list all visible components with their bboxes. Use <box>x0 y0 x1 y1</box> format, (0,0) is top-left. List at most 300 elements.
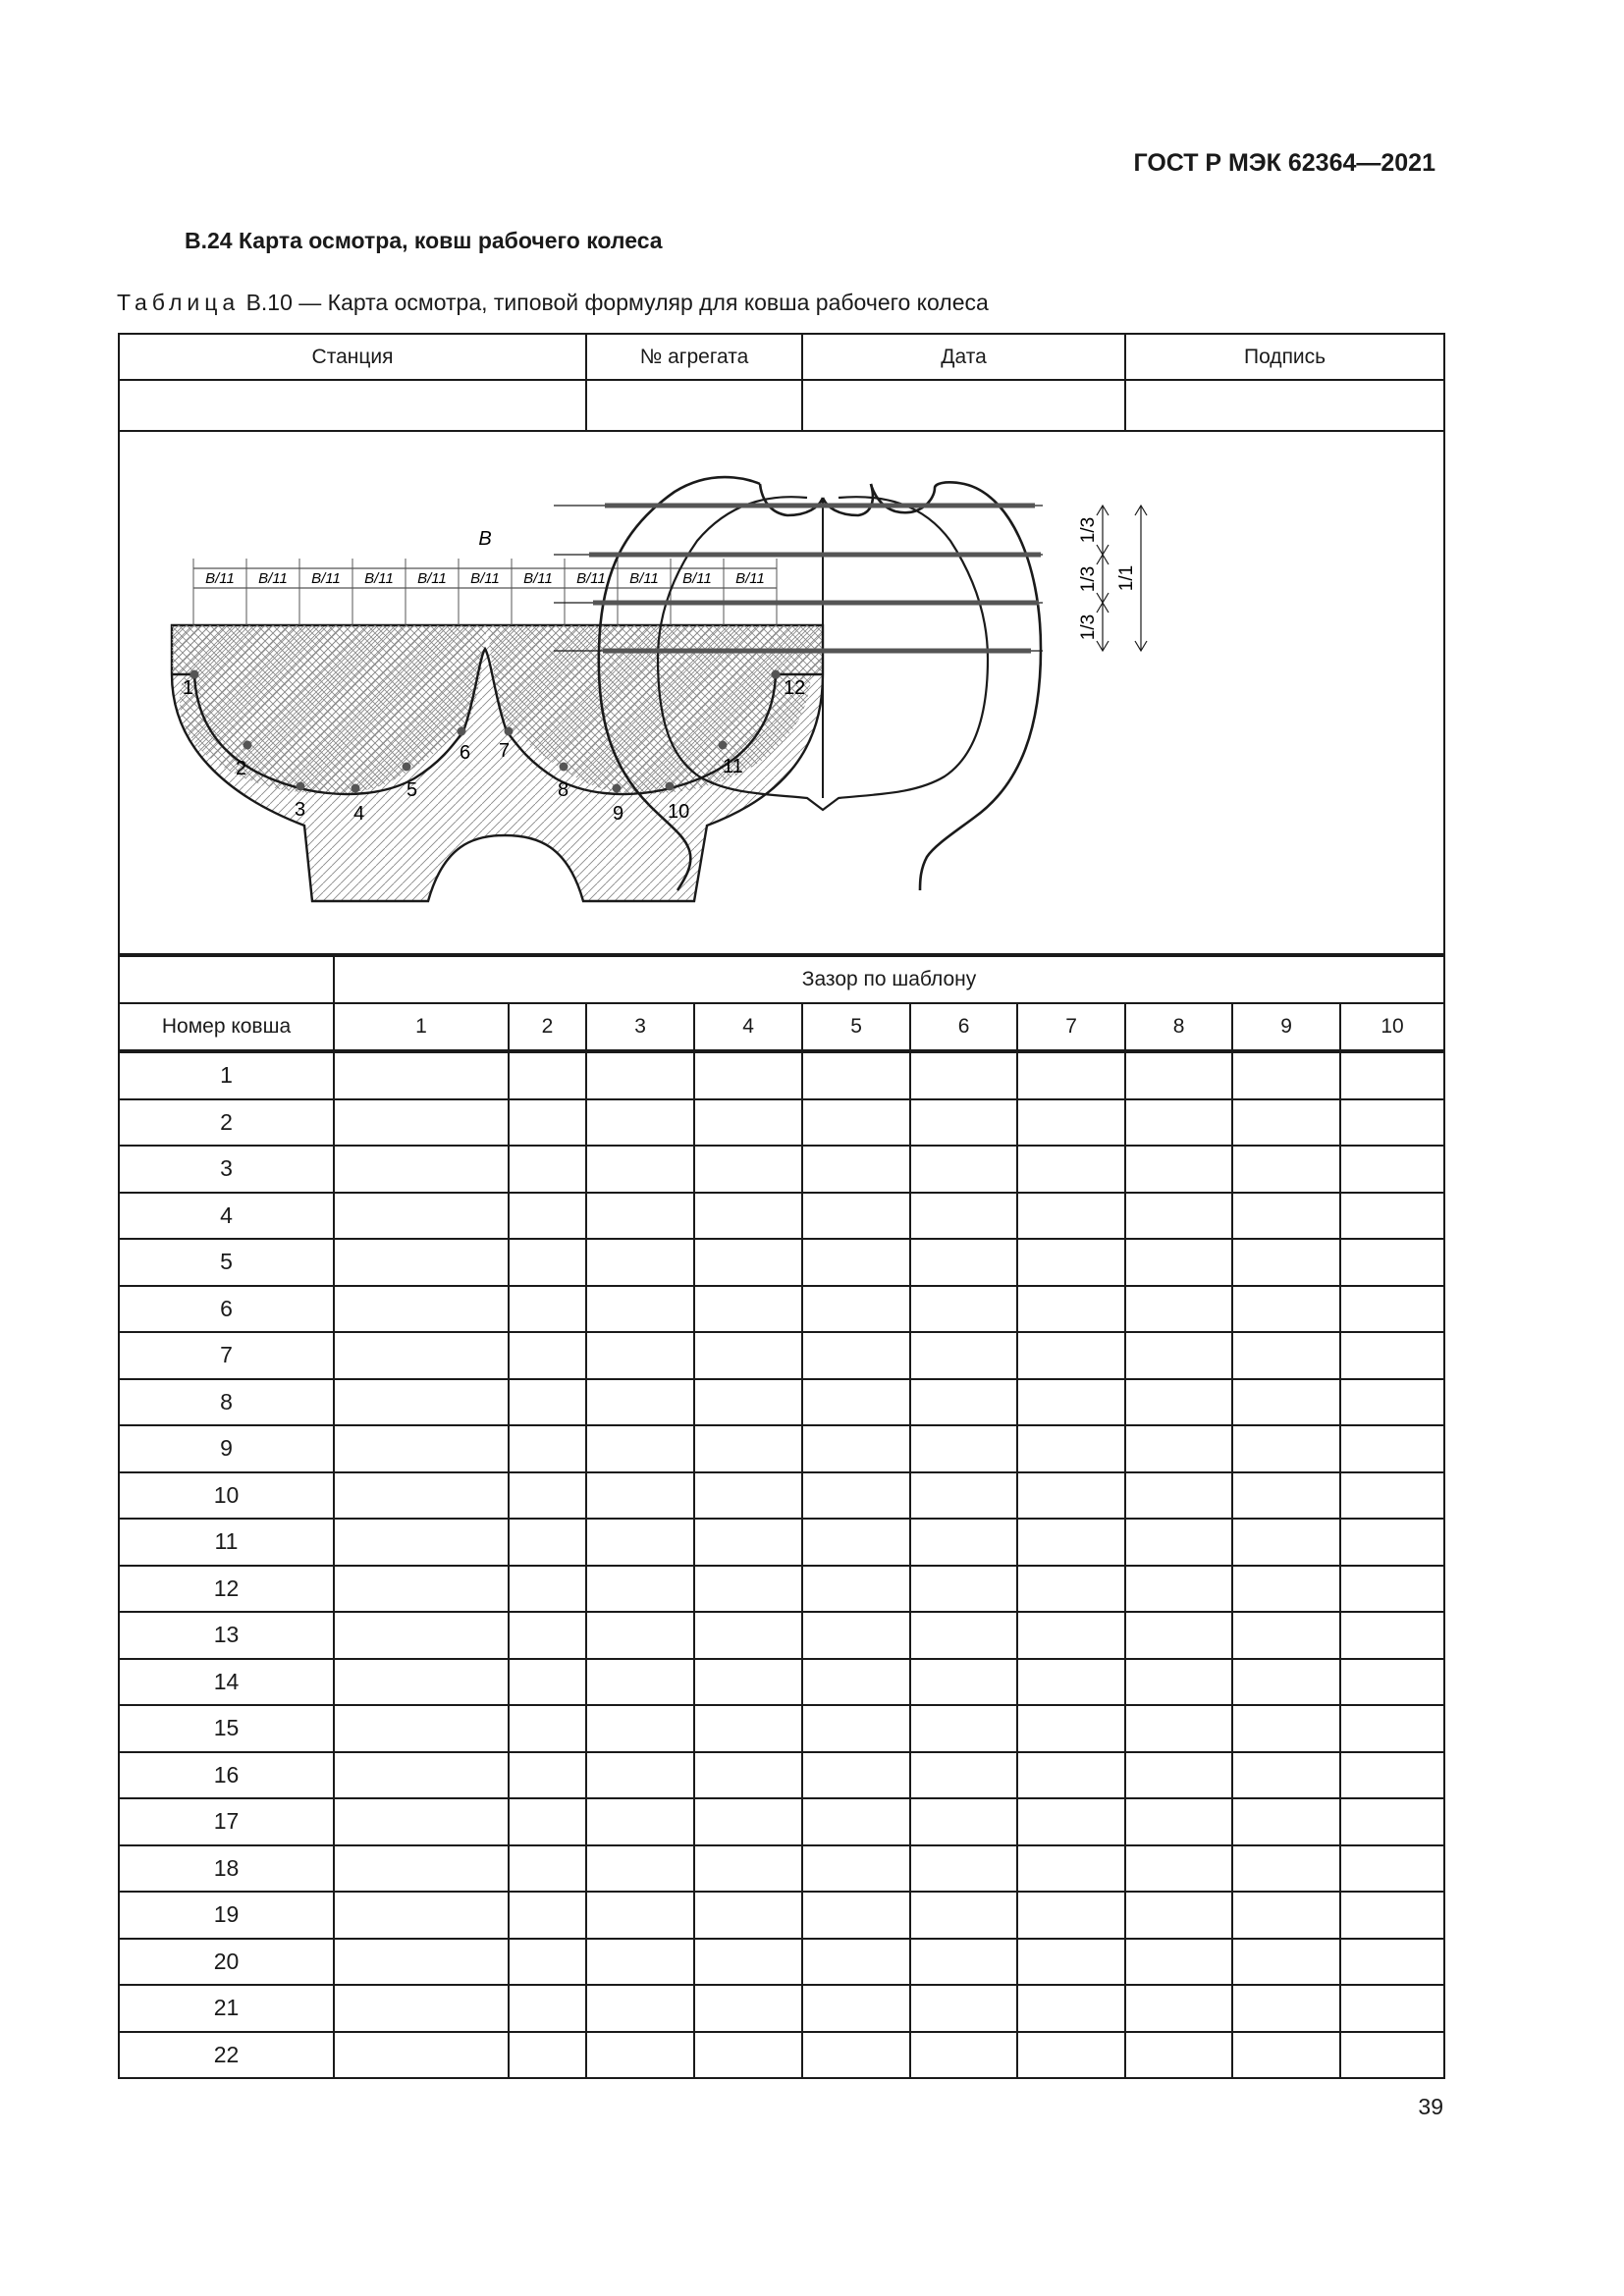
third-label-2: 1/3 <box>1078 565 1099 593</box>
gap-value-cell[interactable] <box>334 1239 509 1286</box>
gap-value-cell[interactable] <box>1017 1752 1125 1799</box>
segment-label: B/11 <box>470 570 500 587</box>
gap-value-cell[interactable] <box>1125 1659 1232 1706</box>
gap-value-cell[interactable] <box>334 1612 509 1659</box>
gap-value-cell[interactable] <box>1125 1612 1232 1659</box>
gap-value-cell[interactable] <box>1017 1519 1125 1566</box>
gap-value-cell[interactable] <box>1232 2032 1340 2079</box>
gap-value-cell[interactable] <box>694 1566 802 1613</box>
gap-value-cell[interactable] <box>1232 1239 1340 1286</box>
figure-cell <box>119 431 1444 955</box>
gap-corner-cell <box>119 955 334 1003</box>
gap-value-cell[interactable] <box>802 1332 910 1379</box>
gap-value-cell[interactable] <box>586 1612 694 1659</box>
gap-value-cell[interactable] <box>586 1845 694 1893</box>
gap-value-cell[interactable] <box>334 1659 509 1706</box>
gap-value-cell[interactable] <box>1017 1425 1125 1472</box>
gap-value-cell[interactable] <box>334 1519 509 1566</box>
gap-value-cell[interactable] <box>509 2032 586 2079</box>
gap-value-cell[interactable] <box>1125 1051 1232 1099</box>
gap-value-cell[interactable] <box>509 1472 586 1520</box>
gap-value-cell[interactable] <box>1017 1659 1125 1706</box>
gap-value-cell[interactable] <box>694 1146 802 1193</box>
gap-value-cell[interactable] <box>910 1239 1017 1286</box>
gap-column-header-2: 2 <box>509 1003 586 1051</box>
gap-value-cell[interactable] <box>1017 2032 1125 2079</box>
gap-value-cell[interactable] <box>586 1798 694 1845</box>
gap-value-cell[interactable] <box>802 1939 910 1986</box>
gap-value-cell[interactable] <box>802 1425 910 1472</box>
gap-value-cell[interactable] <box>1017 1798 1125 1845</box>
gap-value-cell[interactable] <box>910 1892 1017 1939</box>
gap-value-cell[interactable] <box>1125 1566 1232 1613</box>
gap-value-cell[interactable] <box>1340 1705 1444 1752</box>
signature-header: Подпись <box>1125 334 1444 380</box>
gap-value-cell[interactable] <box>802 1752 910 1799</box>
segment-label: B/11 <box>258 570 288 587</box>
gap-value-cell[interactable] <box>694 1612 802 1659</box>
bucket-row <box>119 1332 1444 1379</box>
gap-value-cell[interactable] <box>1232 1705 1340 1752</box>
gap-value-cell[interactable] <box>802 1051 910 1099</box>
gap-value-cell[interactable] <box>334 1332 509 1379</box>
gap-value-cell[interactable] <box>334 1146 509 1193</box>
gap-value-cell[interactable] <box>1340 1752 1444 1799</box>
gap-value-cell[interactable] <box>1340 1099 1444 1147</box>
gap-value-cell[interactable] <box>334 1705 509 1752</box>
measurement-point <box>560 763 568 772</box>
gap-value-cell[interactable] <box>509 1051 586 1099</box>
gap-value-cell[interactable] <box>509 1379 586 1426</box>
width-label: B <box>478 528 492 550</box>
gap-column-header-8: 8 <box>1125 1003 1232 1051</box>
gap-column-header-1: 1 <box>334 1003 509 1051</box>
gap-value-cell[interactable] <box>1340 1892 1444 1939</box>
gap-value-cell[interactable] <box>334 1798 509 1845</box>
station-header: Станция <box>119 334 586 380</box>
gap-value-cell[interactable] <box>1125 1239 1232 1286</box>
gap-value-cell[interactable] <box>694 1892 802 1939</box>
gap-value-cell[interactable] <box>1340 1379 1444 1426</box>
gap-value-cell[interactable] <box>1232 1099 1340 1147</box>
gap-value-cell[interactable] <box>1340 2032 1444 2079</box>
measurement-point <box>297 782 305 791</box>
gap-value-cell[interactable] <box>694 1099 802 1147</box>
gap-value-cell[interactable] <box>1340 1146 1444 1193</box>
gap-value-cell[interactable] <box>910 1798 1017 1845</box>
gap-value-cell[interactable] <box>802 2032 910 2079</box>
bucket-row <box>119 1051 1444 1099</box>
gap-value-cell[interactable] <box>1232 1939 1340 1986</box>
gap-value-cell[interactable] <box>1125 1332 1232 1379</box>
bucket-number-cell: 6 <box>119 1286 334 1333</box>
gap-value-cell[interactable] <box>586 1099 694 1147</box>
gap-value-cell[interactable] <box>802 1659 910 1706</box>
gap-column-header-10: 10 <box>1340 1003 1444 1051</box>
segment-label: B/11 <box>576 570 606 587</box>
bucket-left-cup <box>760 484 873 515</box>
gap-value-cell[interactable] <box>910 1752 1017 1799</box>
gap-value-cell[interactable] <box>334 1193 509 1240</box>
gap-value-cell[interactable] <box>586 1379 694 1426</box>
gap-value-cell[interactable] <box>694 1193 802 1240</box>
gap-value-cell[interactable] <box>586 1566 694 1613</box>
section-title: B.24 Карта осмотра, ковш рабочего колеса <box>185 228 663 253</box>
gap-value-cell[interactable] <box>1340 1939 1444 1986</box>
gap-value-cell[interactable] <box>334 1752 509 1799</box>
gap-value-cell[interactable] <box>910 1985 1017 2032</box>
segment-label: B/11 <box>364 570 394 587</box>
gap-value-cell[interactable] <box>802 1099 910 1147</box>
measurement-point-label: 4 <box>353 803 365 825</box>
bucket-number-cell: 13 <box>119 1612 334 1659</box>
gap-column-header-4: 4 <box>694 1003 802 1051</box>
gap-value-cell[interactable] <box>910 1379 1017 1426</box>
measurement-point-label: 12 <box>784 677 806 699</box>
gap-value-cell[interactable] <box>1232 1752 1340 1799</box>
gap-value-cell[interactable] <box>1340 1845 1444 1893</box>
bucket-number-cell: 22 <box>119 2032 334 2079</box>
gap-value-cell[interactable] <box>1125 1146 1232 1193</box>
gap-value-cell[interactable] <box>1340 1332 1444 1379</box>
gap-value-cell[interactable] <box>1125 1425 1232 1472</box>
gap-value-cell[interactable] <box>1017 1286 1125 1333</box>
gap-value-cell[interactable] <box>802 1286 910 1333</box>
gap-value-cell[interactable] <box>910 1472 1017 1520</box>
gap-value-cell[interactable] <box>1340 1472 1444 1520</box>
gap-value-cell[interactable] <box>509 1659 586 1706</box>
gap-value-cell[interactable] <box>1017 1892 1125 1939</box>
gap-value-cell[interactable] <box>586 1752 694 1799</box>
gap-value-cell[interactable] <box>1232 1892 1340 1939</box>
gap-value-cell[interactable] <box>910 1612 1017 1659</box>
gap-value-cell[interactable] <box>1125 1845 1232 1893</box>
gap-value-cell[interactable] <box>1125 1985 1232 2032</box>
gap-value-cell[interactable] <box>586 1425 694 1472</box>
gap-value-cell[interactable] <box>1232 1286 1340 1333</box>
gap-value-cell[interactable] <box>1232 1985 1340 2032</box>
bucket-number-cell: 20 <box>119 1939 334 1986</box>
gap-value-cell[interactable] <box>509 1939 586 1986</box>
bucket-row <box>119 1193 1444 1240</box>
gap-value-cell[interactable] <box>586 1892 694 1939</box>
gap-value-cell[interactable] <box>1017 1332 1125 1379</box>
gap-value-cell[interactable] <box>910 1146 1017 1193</box>
gap-value-cell[interactable] <box>1340 1519 1444 1566</box>
bucket-row <box>119 1472 1444 1520</box>
measurement-point <box>505 727 514 736</box>
gap-value-cell[interactable] <box>1340 1425 1444 1472</box>
gap-value-cell[interactable] <box>694 1286 802 1333</box>
gap-value-cell[interactable] <box>334 2032 509 2079</box>
gap-value-cell[interactable] <box>1232 1845 1340 1893</box>
gap-value-cell[interactable] <box>1125 1286 1232 1333</box>
gap-value-cell[interactable] <box>1125 1519 1232 1566</box>
segment-label: B/11 <box>629 570 659 587</box>
gap-value-cell[interactable] <box>509 1798 586 1845</box>
measurement-point <box>403 763 411 772</box>
bucket-row <box>119 1099 1444 1147</box>
gap-value-cell[interactable] <box>1017 1845 1125 1893</box>
gap-value-cell[interactable] <box>1232 1193 1340 1240</box>
segment-label: B/11 <box>523 570 553 587</box>
gap-value-cell[interactable] <box>1340 1612 1444 1659</box>
gap-value-cell[interactable] <box>694 1939 802 1986</box>
gap-value-cell[interactable] <box>802 1146 910 1193</box>
gap-value-cell[interactable] <box>910 1566 1017 1613</box>
bucket-row <box>119 1705 1444 1752</box>
gap-value-cell[interactable] <box>802 1705 910 1752</box>
bucket-number-cell: 16 <box>119 1752 334 1799</box>
gap-value-cell[interactable] <box>509 1845 586 1893</box>
gap-value-cell[interactable] <box>1125 1798 1232 1845</box>
date-field[interactable] <box>802 380 1125 431</box>
gap-value-cell[interactable] <box>694 1472 802 1520</box>
gap-value-cell[interactable] <box>1340 1051 1444 1099</box>
measurement-point-label: 1 <box>183 677 194 699</box>
gap-value-cell[interactable] <box>586 1939 694 1986</box>
gap-value-cell[interactable] <box>1340 1286 1444 1333</box>
signature-field[interactable] <box>1125 380 1444 431</box>
gap-value-cell[interactable] <box>910 1845 1017 1893</box>
gap-value-cell[interactable] <box>509 1752 586 1799</box>
gap-value-cell[interactable] <box>802 1892 910 1939</box>
gap-value-cell[interactable] <box>1340 1566 1444 1613</box>
gap-value-cell[interactable] <box>334 1099 509 1147</box>
gap-value-cell[interactable] <box>509 1985 586 2032</box>
gap-value-cell[interactable] <box>694 1798 802 1845</box>
gap-value-cell[interactable] <box>334 1892 509 1939</box>
gap-value-cell[interactable] <box>910 1659 1017 1706</box>
bucket-number-cell: 2 <box>119 1099 334 1147</box>
gap-value-cell[interactable] <box>509 1892 586 1939</box>
gap-column-header-5: 5 <box>802 1003 910 1051</box>
gap-value-cell[interactable] <box>1017 1099 1125 1147</box>
station-field[interactable] <box>119 380 586 431</box>
gap-value-cell[interactable] <box>509 1612 586 1659</box>
gap-value-cell[interactable] <box>802 1845 910 1893</box>
gap-value-cell[interactable] <box>509 1332 586 1379</box>
third-label-3: 1/3 <box>1078 614 1099 641</box>
segment-label: B/11 <box>417 570 447 587</box>
gap-value-cell[interactable] <box>1232 1566 1340 1613</box>
gap-value-cell[interactable] <box>802 1519 910 1566</box>
bucket-row <box>119 1566 1444 1613</box>
gap-value-cell[interactable] <box>586 1193 694 1240</box>
bucket-number-cell: 8 <box>119 1379 334 1426</box>
gap-value-cell[interactable] <box>1125 1379 1232 1426</box>
bucket-number-header: Номер ковша <box>119 1003 334 1051</box>
gap-value-cell[interactable] <box>1232 1379 1340 1426</box>
gap-value-cell[interactable] <box>910 1099 1017 1147</box>
bucket-row <box>119 1425 1444 1472</box>
bucket-number-cell: 19 <box>119 1892 334 1939</box>
inspection-form-table <box>118 333 1445 2079</box>
bucket-row <box>119 1752 1444 1799</box>
bucket-number-cell: 7 <box>119 1332 334 1379</box>
measurement-point <box>772 670 781 679</box>
gap-value-cell[interactable] <box>1017 1051 1125 1099</box>
gap-value-cell[interactable] <box>1125 1892 1232 1939</box>
unit-number-header: № агрегата <box>586 334 802 380</box>
segment-label: B/11 <box>682 570 712 587</box>
gap-value-cell[interactable] <box>1017 1146 1125 1193</box>
gap-value-cell[interactable] <box>334 1051 509 1099</box>
gap-value-cell[interactable] <box>334 1472 509 1520</box>
gap-value-cell[interactable] <box>586 1051 694 1099</box>
gap-value-cell[interactable] <box>1340 1193 1444 1240</box>
gap-value-cell[interactable] <box>1340 1659 1444 1706</box>
gap-value-cell[interactable] <box>1017 1566 1125 1613</box>
gap-value-cell[interactable] <box>509 1146 586 1193</box>
gap-value-cell[interactable] <box>1232 1146 1340 1193</box>
gap-value-cell[interactable] <box>586 1332 694 1379</box>
gap-value-cell[interactable] <box>1125 1193 1232 1240</box>
gap-value-cell[interactable] <box>910 1193 1017 1240</box>
gap-value-cell[interactable] <box>586 1985 694 2032</box>
gap-value-cell[interactable] <box>509 1566 586 1613</box>
gap-value-cell[interactable] <box>1125 1099 1232 1147</box>
bucket-number-cell: 3 <box>119 1146 334 1193</box>
measurement-point <box>666 782 675 791</box>
gap-value-cell[interactable] <box>1340 1798 1444 1845</box>
bucket-row <box>119 1985 1444 2032</box>
gap-value-cell[interactable] <box>509 1519 586 1566</box>
gap-value-cell[interactable] <box>1125 1472 1232 1520</box>
gap-value-cell[interactable] <box>1017 1193 1125 1240</box>
gap-value-cell[interactable] <box>1125 1752 1232 1799</box>
gap-value-cell[interactable] <box>1017 1939 1125 1986</box>
bucket-number-cell: 11 <box>119 1519 334 1566</box>
gap-value-cell[interactable] <box>1017 1612 1125 1659</box>
gap-value-cell[interactable] <box>1232 1472 1340 1520</box>
gap-value-cell[interactable] <box>1232 1332 1340 1379</box>
gap-value-cell[interactable] <box>334 1286 509 1333</box>
gap-value-cell[interactable] <box>694 1659 802 1706</box>
gap-value-cell[interactable] <box>509 1193 586 1240</box>
gap-value-cell[interactable] <box>586 1239 694 1286</box>
gap-value-cell[interactable] <box>334 1985 509 2032</box>
gap-value-cell[interactable] <box>586 1286 694 1333</box>
gap-value-cell[interactable] <box>910 1705 1017 1752</box>
caption-text: B.10 — Карта осмотра, типовой формуляр для ковша рабочего колеса <box>240 290 989 315</box>
bucket-number-cell: 9 <box>119 1425 334 1472</box>
gap-value-cell[interactable] <box>694 1752 802 1799</box>
gap-value-cell[interactable] <box>1017 1239 1125 1286</box>
gap-value-cell[interactable] <box>586 1705 694 1752</box>
gap-value-cell[interactable] <box>694 2032 802 2079</box>
gap-value-cell[interactable] <box>334 1939 509 1986</box>
date-header: Дата <box>802 334 1125 380</box>
bucket-row <box>119 1239 1444 1286</box>
gap-value-cell[interactable] <box>586 1472 694 1520</box>
gap-value-cell[interactable] <box>694 1379 802 1426</box>
gap-value-cell[interactable] <box>1232 1519 1340 1566</box>
document-header: ГОСТ Р МЭК 62364—2021 <box>1133 149 1435 177</box>
gap-value-cell[interactable] <box>1340 1239 1444 1286</box>
gap-value-cell[interactable] <box>1125 1705 1232 1752</box>
gap-value-cell[interactable] <box>1232 1051 1340 1099</box>
gap-value-cell[interactable] <box>694 1239 802 1286</box>
gap-value-cell[interactable] <box>910 2032 1017 2079</box>
gap-value-cell[interactable] <box>910 1425 1017 1472</box>
gap-value-cell[interactable] <box>1232 1659 1340 1706</box>
gap-value-cell[interactable] <box>694 1051 802 1099</box>
gap-value-cell[interactable] <box>910 1939 1017 1986</box>
gap-value-cell[interactable] <box>802 1612 910 1659</box>
gap-value-cell[interactable] <box>1017 1379 1125 1426</box>
measurement-point <box>719 741 728 750</box>
gap-value-cell[interactable] <box>694 1845 802 1893</box>
gap-value-cell[interactable] <box>334 1425 509 1472</box>
bucket-number-cell: 5 <box>119 1239 334 1286</box>
gap-value-cell[interactable] <box>586 1146 694 1193</box>
gap-value-cell[interactable] <box>1125 1939 1232 1986</box>
gap-value-cell[interactable] <box>694 1519 802 1566</box>
measurement-point-label: 3 <box>295 799 306 821</box>
unit-number-field[interactable] <box>586 380 802 431</box>
gap-value-cell[interactable] <box>910 1519 1017 1566</box>
gap-value-cell[interactable] <box>1125 2032 1232 2079</box>
gap-value-cell[interactable] <box>586 1659 694 1706</box>
gap-value-cell[interactable] <box>586 1519 694 1566</box>
gap-value-cell[interactable] <box>802 1798 910 1845</box>
bucket-number-cell: 15 <box>119 1705 334 1752</box>
gap-value-cell[interactable] <box>802 1985 910 2032</box>
bucket-number-cell: 4 <box>119 1193 334 1240</box>
gap-value-cell[interactable] <box>334 1566 509 1613</box>
gap-value-cell[interactable] <box>586 2032 694 2079</box>
gap-value-cell[interactable] <box>509 1239 586 1286</box>
bucket-number-cell: 17 <box>119 1798 334 1845</box>
bucket-row <box>119 1146 1444 1193</box>
gap-value-cell[interactable] <box>509 1425 586 1472</box>
gap-value-cell[interactable] <box>910 1286 1017 1333</box>
gap-value-cell[interactable] <box>910 1332 1017 1379</box>
gap-value-cell[interactable] <box>694 1332 802 1379</box>
gap-value-cell[interactable] <box>1232 1612 1340 1659</box>
gap-value-cell[interactable] <box>1232 1425 1340 1472</box>
gap-value-cell[interactable] <box>802 1472 910 1520</box>
gap-value-cell[interactable] <box>334 1845 509 1893</box>
page-number: 39 <box>1418 2094 1443 2119</box>
gap-value-cell[interactable] <box>1017 1705 1125 1752</box>
gap-value-cell[interactable] <box>1232 1798 1340 1845</box>
measurement-point <box>244 741 252 750</box>
gap-value-cell[interactable] <box>509 1286 586 1333</box>
bucket-number-cell: 10 <box>119 1472 334 1520</box>
bucket-row <box>119 1798 1444 1845</box>
gap-value-cell[interactable] <box>509 1705 586 1752</box>
gap-value-cell[interactable] <box>1017 1472 1125 1520</box>
measurement-point-label: 8 <box>558 779 569 801</box>
gap-value-cell[interactable] <box>694 1985 802 2032</box>
measurement-point-label: 10 <box>668 801 690 823</box>
gap-value-cell[interactable] <box>910 1051 1017 1099</box>
gap-value-cell[interactable] <box>1340 1985 1444 2032</box>
gap-value-cell[interactable] <box>802 1566 910 1613</box>
gap-value-cell[interactable] <box>509 1099 586 1147</box>
gap-value-cell[interactable] <box>694 1425 802 1472</box>
gap-column-header-7: 7 <box>1017 1003 1125 1051</box>
gap-value-cell[interactable] <box>802 1379 910 1426</box>
measurement-point-label: 9 <box>613 803 624 825</box>
gap-value-cell[interactable] <box>694 1705 802 1752</box>
gap-value-cell[interactable] <box>802 1193 910 1240</box>
gap-value-cell[interactable] <box>1017 1985 1125 2032</box>
gap-value-cell[interactable] <box>802 1239 910 1286</box>
gap-value-cell[interactable] <box>334 1379 509 1426</box>
